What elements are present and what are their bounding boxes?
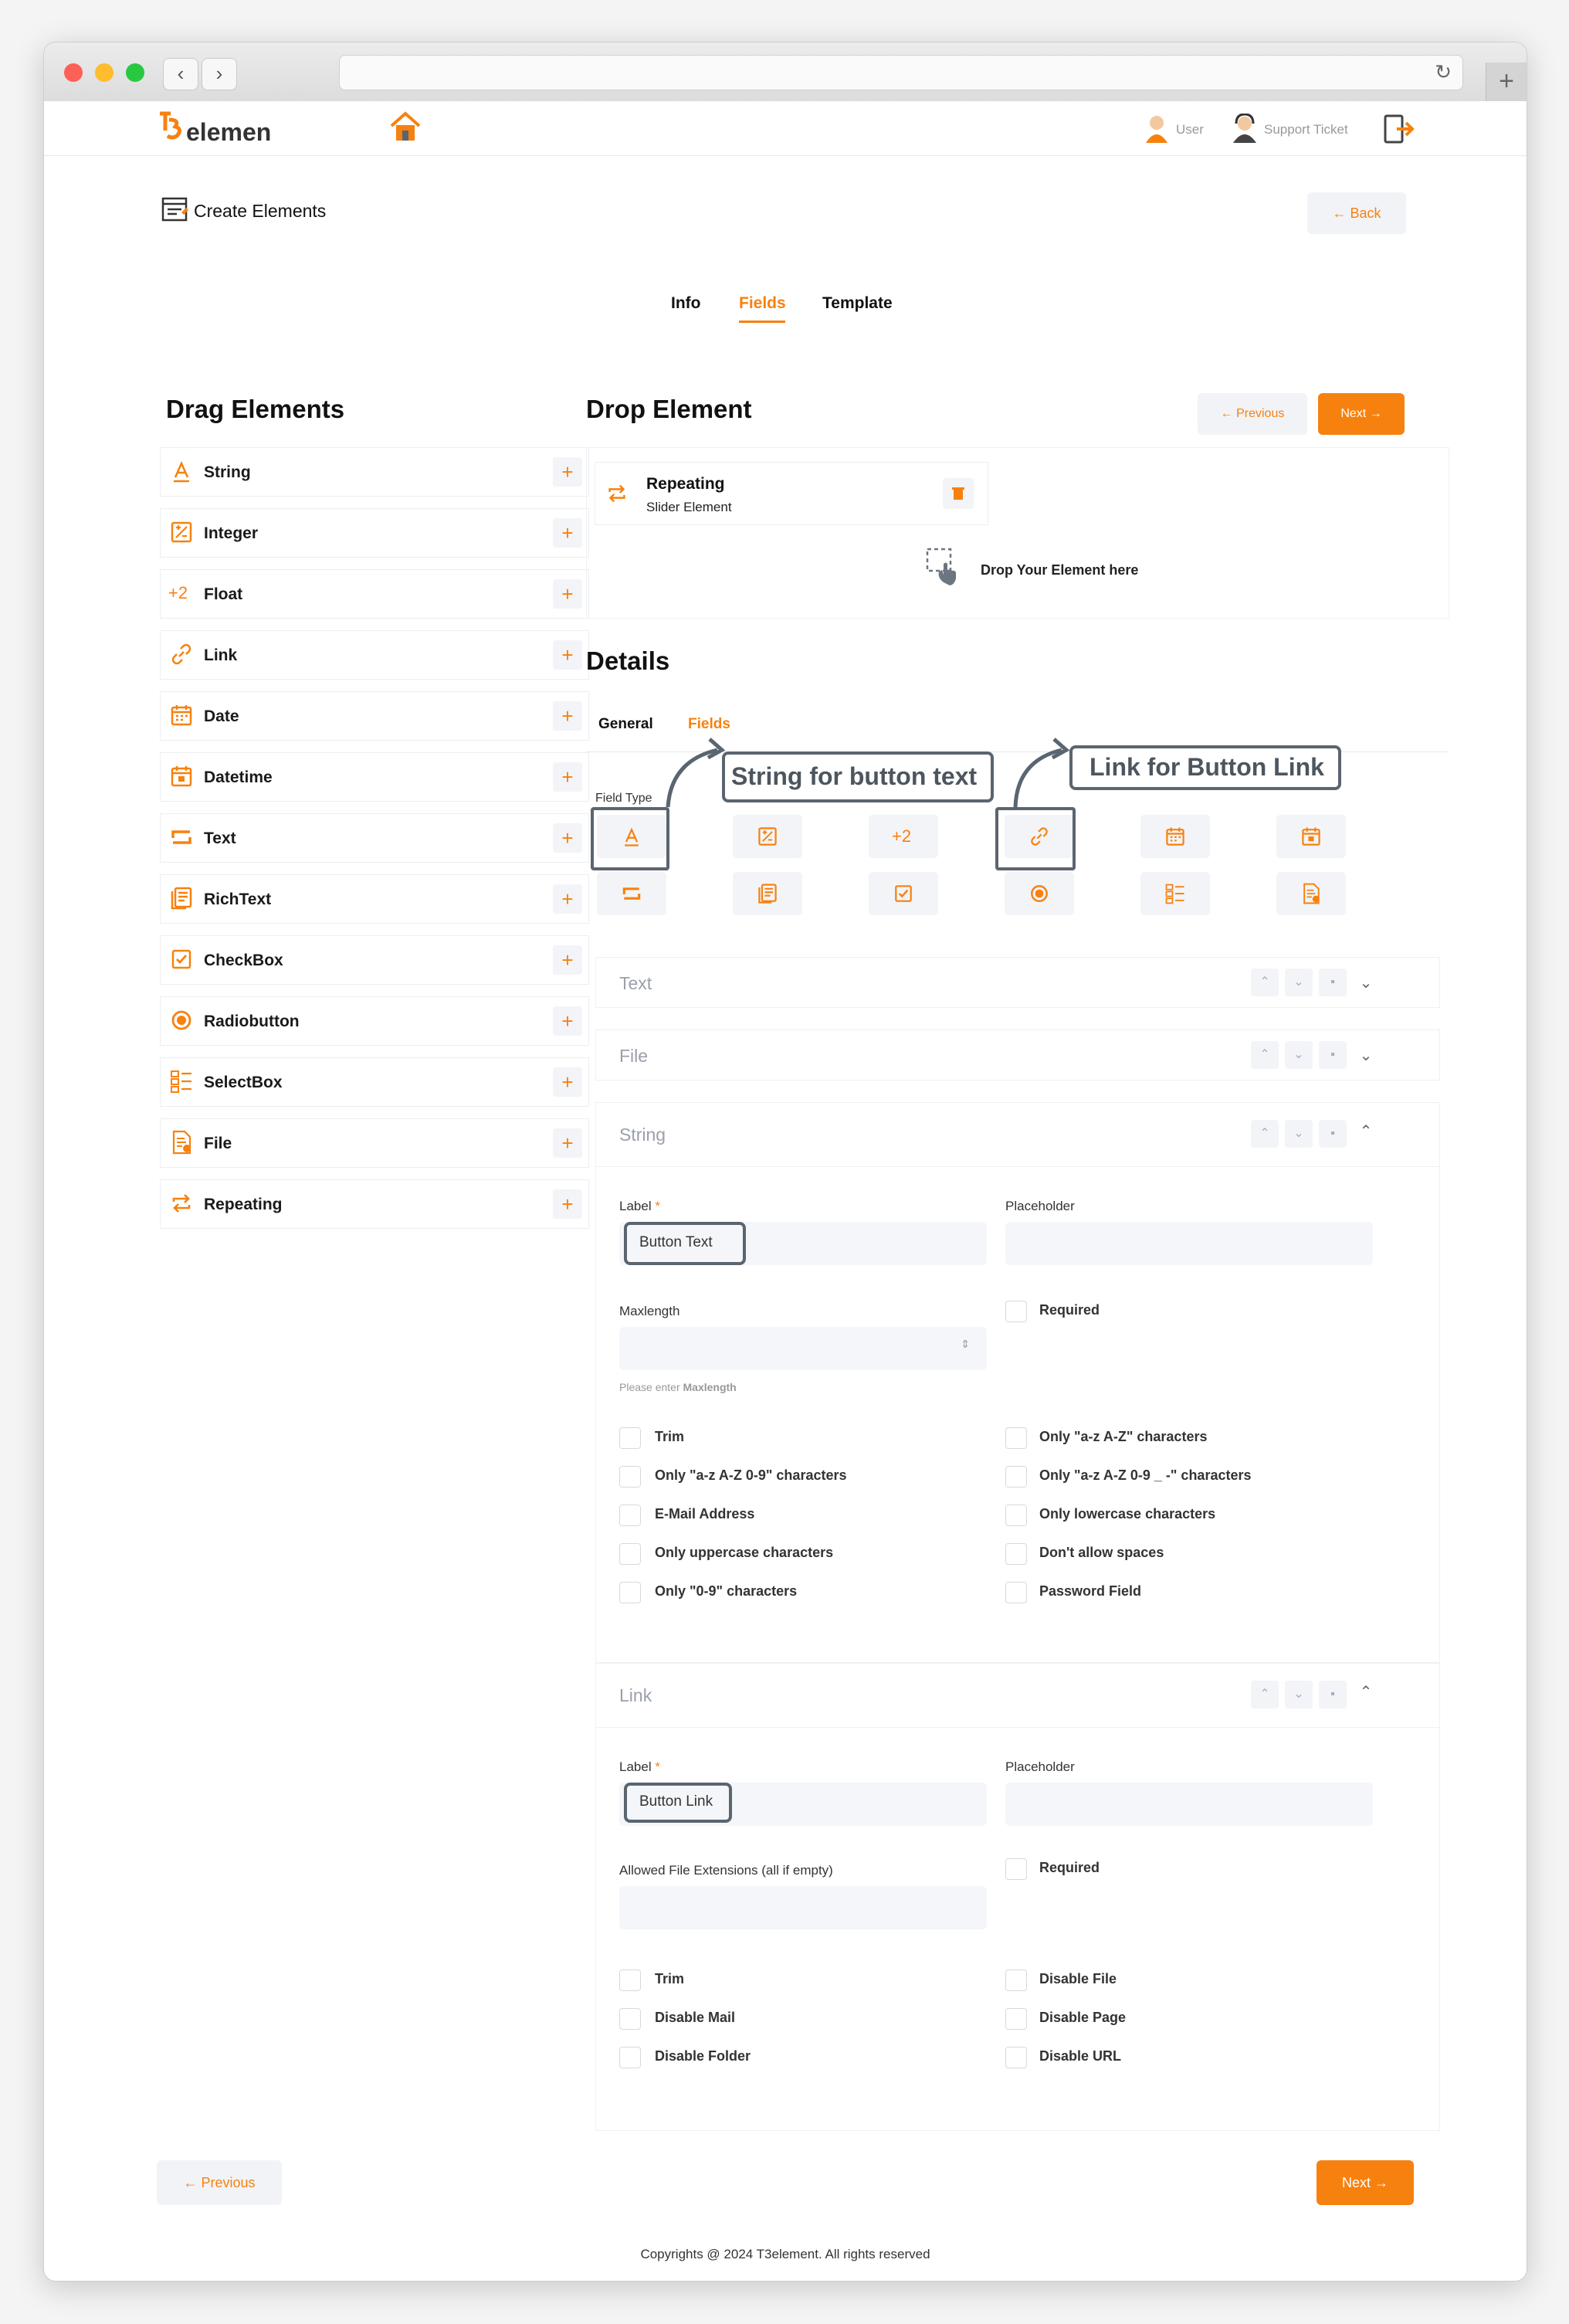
drag-item-label: Text xyxy=(204,830,236,847)
previous-button-bottom[interactable]: ← Previous xyxy=(157,2160,282,2205)
drag-item-label: Datetime xyxy=(204,768,273,786)
support-ticket-link[interactable]: Support Ticket xyxy=(1264,122,1348,137)
placeholder-input[interactable] xyxy=(1005,1783,1373,1826)
required-checkbox-label: Required xyxy=(1039,1860,1100,1875)
drag-item-radiobutton[interactable] xyxy=(160,996,589,1046)
trim-checkbox[interactable] xyxy=(619,1969,641,1991)
add-selectbox-button[interactable]: + xyxy=(553,1067,582,1097)
drag-item-file[interactable] xyxy=(160,1118,589,1168)
alnum-checkbox[interactable] xyxy=(619,1466,641,1488)
required-checkbox-label: Required xyxy=(1039,1302,1100,1318)
drag-item-label: RichText xyxy=(204,891,272,908)
drop-hint: Drop Your Element here xyxy=(981,562,1139,578)
checkbox-label: Only "a-z A-Z 0-9 _ -" characters xyxy=(1039,1467,1252,1483)
new-tab-button[interactable]: + xyxy=(1486,63,1527,101)
arrow-right-icon: → xyxy=(1371,2175,1389,2190)
file-icon xyxy=(168,1129,195,1155)
reload-icon[interactable]: ↻ xyxy=(1435,60,1452,83)
move-down-icon[interactable]: ⌄ xyxy=(1285,1120,1313,1148)
annotation-arrows xyxy=(44,42,1527,969)
drag-item-repeating[interactable] xyxy=(160,1179,589,1229)
checkbox-label: Don't allow spaces xyxy=(1039,1545,1164,1560)
float-icon: +2 xyxy=(168,583,188,602)
tab-fields[interactable]: Fields xyxy=(739,294,786,312)
password-checkbox[interactable] xyxy=(1005,1582,1027,1603)
arrow-left-icon: ← xyxy=(1220,407,1237,420)
lowercase-checkbox[interactable] xyxy=(1005,1505,1027,1526)
forward-arrow-icon[interactable]: › xyxy=(202,58,237,90)
tab-info[interactable]: Info xyxy=(671,294,701,312)
maxlength-field-label: Maxlength xyxy=(619,1304,680,1318)
disable-file-checkbox[interactable] xyxy=(1005,1969,1027,1991)
checkbox-label: Only "0-9" characters xyxy=(655,1583,798,1599)
placeholder-field-label: Placeholder xyxy=(1005,1199,1075,1213)
move-down-icon[interactable]: ⌄ xyxy=(1285,1041,1313,1069)
arrow-right-icon: → xyxy=(1366,407,1382,420)
accordion-string xyxy=(595,1102,1440,1663)
drag-item-label: CheckBox xyxy=(204,952,283,969)
allowed-extensions-label: Allowed File Extensions (all if empty) xyxy=(619,1863,833,1878)
drag-item-label: Integer xyxy=(204,524,259,542)
checkbox-label: Only "a-z A-Z" characters xyxy=(1039,1429,1208,1444)
accordion-title: String xyxy=(619,1125,666,1145)
field-type-label: Field Type xyxy=(595,792,652,805)
drag-item-label: Radiobutton xyxy=(204,1013,300,1030)
drag-item-label: Float xyxy=(204,585,243,603)
chevron-up-icon[interactable]: ⌃ xyxy=(1359,1684,1373,1701)
checkbox-label: Password Field xyxy=(1039,1583,1142,1599)
accordion-title: File xyxy=(619,1046,649,1066)
drag-elements-title: Drag Elements xyxy=(166,395,345,423)
no-spaces-checkbox[interactable] xyxy=(1005,1543,1027,1565)
required-checkbox[interactable] xyxy=(1005,1858,1027,1880)
digits-checkbox[interactable] xyxy=(619,1582,641,1603)
checkbox-label: Disable Folder xyxy=(655,2048,751,2064)
drag-item-label: Link xyxy=(204,646,238,664)
trash-icon[interactable]: ▪ xyxy=(1319,1041,1347,1069)
placeholder-field-label: Placeholder xyxy=(1005,1759,1075,1774)
add-checkbox-button[interactable]: + xyxy=(553,945,582,975)
trash-icon[interactable]: ▪ xyxy=(1319,1681,1347,1708)
label-field-label: Label * xyxy=(619,1199,660,1213)
accordion-title: Text xyxy=(619,973,652,993)
chevron-down-icon[interactable]: ⌄ xyxy=(1359,1047,1373,1064)
trim-checkbox[interactable] xyxy=(619,1427,641,1449)
disable-mail-checkbox[interactable] xyxy=(619,2008,641,2030)
checkbox-label: Trim xyxy=(655,1429,685,1444)
add-repeating-button[interactable]: + xyxy=(553,1189,582,1219)
drag-item-selectbox[interactable] xyxy=(160,1057,589,1107)
move-up-icon[interactable]: ⌃ xyxy=(1251,1041,1279,1069)
checkbox-label: Disable URL xyxy=(1039,2048,1122,2064)
accordion-file[interactable] xyxy=(595,1030,1440,1081)
checkbox-label: Disable File xyxy=(1039,1971,1117,1986)
uppercase-checkbox[interactable] xyxy=(619,1543,641,1565)
details-title: Details xyxy=(586,646,670,675)
add-text-button[interactable]: + xyxy=(553,823,582,853)
next-button-top[interactable]: Next → xyxy=(1318,393,1405,435)
move-up-icon[interactable]: ⌃ xyxy=(1251,1120,1279,1148)
email-checkbox[interactable] xyxy=(619,1505,641,1526)
chevron-down-icon[interactable]: ⌄ xyxy=(1359,975,1373,992)
allowed-extensions-input[interactable] xyxy=(619,1886,987,1929)
details-tab-general[interactable]: General xyxy=(598,716,653,732)
maxlength-input[interactable] xyxy=(619,1327,987,1370)
add-integer-button[interactable]: + xyxy=(553,518,582,548)
add-datetime-button[interactable]: + xyxy=(553,762,582,792)
checkbox-label: Only "a-z A-Z 0-9" characters xyxy=(655,1467,847,1483)
trash-icon[interactable]: ▪ xyxy=(1319,969,1347,996)
move-down-icon[interactable]: ⌄ xyxy=(1285,969,1313,996)
disable-folder-checkbox[interactable] xyxy=(619,2047,641,2068)
disable-url-checkbox[interactable] xyxy=(1005,2047,1027,2068)
accordion-title: Link xyxy=(619,1685,652,1705)
maxlength-hint: Please enter Maxlength xyxy=(619,1381,737,1393)
add-float-button[interactable]: + xyxy=(553,579,582,609)
trash-icon[interactable]: ▪ xyxy=(1319,1120,1347,1148)
checkbox-label: Only lowercase characters xyxy=(1039,1506,1216,1522)
arrow-left-icon: ← xyxy=(1332,205,1350,221)
label-input-value: Button Text xyxy=(639,1234,713,1250)
checkbox-label: Trim xyxy=(655,1971,685,1986)
add-string-button[interactable]: + xyxy=(553,457,582,487)
required-checkbox[interactable] xyxy=(1005,1301,1027,1322)
chevron-up-icon[interactable]: ⌃ xyxy=(1359,1123,1373,1140)
label-field-label: Label * xyxy=(619,1759,660,1774)
back-arrow-icon[interactable]: ‹ xyxy=(163,58,198,90)
back-button[interactable]: ← Back xyxy=(1307,192,1406,234)
checkbox-label: Disable Mail xyxy=(655,2010,736,2025)
repeat-icon xyxy=(168,1190,195,1216)
alpha-checkbox[interactable] xyxy=(1005,1427,1027,1449)
move-up-icon[interactable]: ⌃ xyxy=(1251,969,1279,996)
arrow-left-icon: ← xyxy=(183,2175,202,2190)
label-input[interactable] xyxy=(619,1783,987,1826)
brand-name: elemen xyxy=(186,118,272,146)
required-asterisk: * xyxy=(651,1199,660,1213)
move-down-icon[interactable]: ⌄ xyxy=(1285,1681,1313,1708)
previous-button-top[interactable]: ← Previous xyxy=(1198,393,1307,435)
next-button-bottom[interactable]: Next → xyxy=(1317,2160,1414,2205)
dropped-element-title: Repeating xyxy=(646,475,725,493)
drag-item-label: String xyxy=(204,463,251,481)
details-tab-fields[interactable]: Fields xyxy=(688,716,730,732)
accordion-text[interactable] xyxy=(595,957,1440,1008)
add-date-button[interactable]: + xyxy=(553,701,582,731)
placeholder-input[interactable] xyxy=(1005,1222,1373,1265)
accordion-header[interactable] xyxy=(596,1664,1439,1728)
user-link[interactable]: User xyxy=(1176,122,1204,137)
add-richtext-button[interactable]: + xyxy=(553,884,582,914)
number-stepper-icon[interactable]: ⇕ xyxy=(961,1338,970,1350)
drag-item-label: Repeating xyxy=(204,1196,283,1213)
required-asterisk: * xyxy=(651,1759,660,1774)
label-input-value: Button Link xyxy=(639,1793,713,1810)
drag-item-label: SelectBox xyxy=(204,1074,283,1091)
accordion-link xyxy=(595,1663,1440,2131)
alnum-dash-checkbox[interactable] xyxy=(1005,1466,1027,1488)
move-up-icon[interactable]: ⌃ xyxy=(1251,1681,1279,1708)
annotation-string-note: String for button text xyxy=(722,751,994,802)
checkbox-label: Only uppercase characters xyxy=(655,1545,834,1560)
annotation-link-note: Link for Button Link xyxy=(1069,745,1341,790)
copyright: Copyrights @ 2024 T3element. All rights reserved xyxy=(640,2247,930,2261)
float-icon: +2 xyxy=(892,826,912,846)
drop-element-title: Drop Element xyxy=(586,395,752,423)
add-file-button[interactable]: + xyxy=(553,1128,582,1158)
label-input[interactable] xyxy=(619,1222,987,1265)
dropped-element-subtitle: Slider Element xyxy=(646,500,732,514)
disable-page-checkbox[interactable] xyxy=(1005,2008,1027,2030)
add-radiobutton-button[interactable]: + xyxy=(553,1006,582,1036)
checkbox-label: E-Mail Address xyxy=(655,1506,755,1522)
selectbox-icon xyxy=(168,1068,195,1094)
add-link-button[interactable]: + xyxy=(553,640,582,670)
browser-window xyxy=(43,42,1527,2282)
checkbox-label: Disable Page xyxy=(1039,2010,1127,2025)
drag-item-label: Date xyxy=(204,707,239,725)
radio-icon xyxy=(168,1007,195,1033)
accordion-header[interactable] xyxy=(596,1103,1439,1167)
page-title: Create Elements xyxy=(194,201,327,221)
tab-template[interactable]: Template xyxy=(822,294,893,312)
drag-item-label: File xyxy=(204,1135,232,1152)
